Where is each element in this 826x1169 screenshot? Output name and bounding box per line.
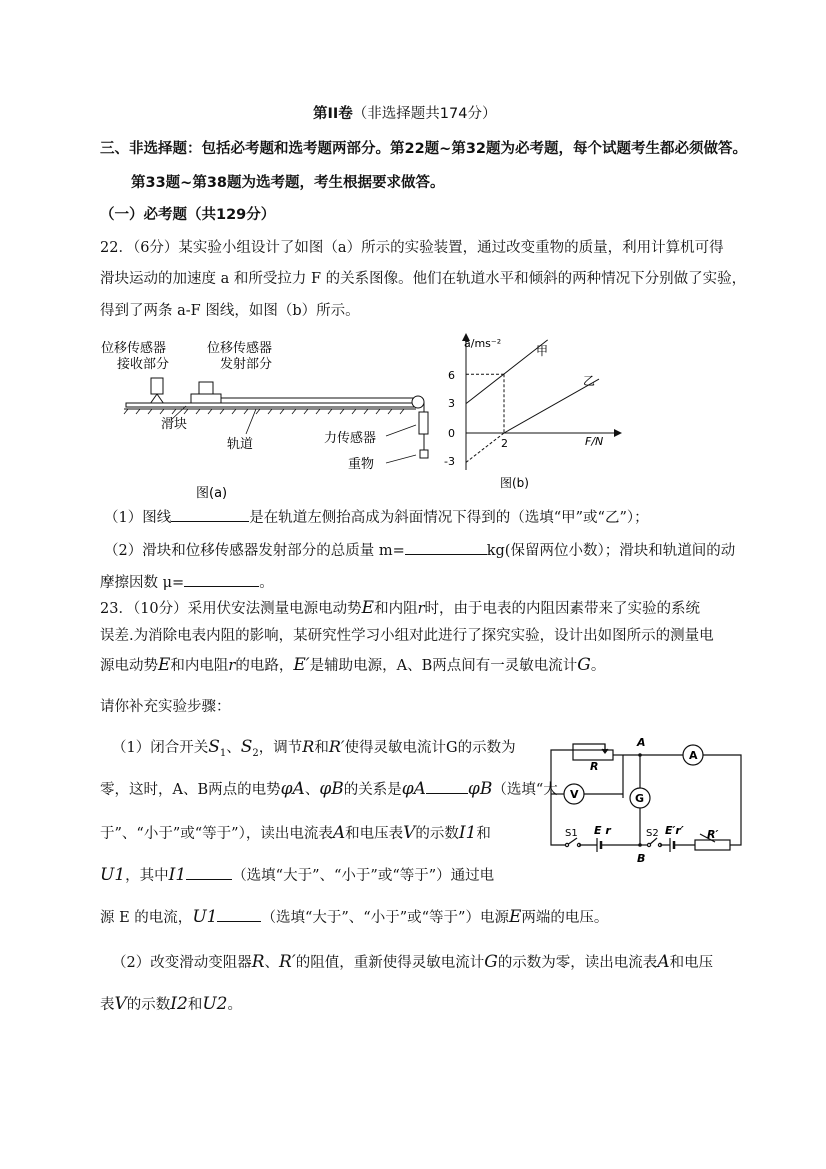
s1-l3-c: 和电压表 — [345, 826, 404, 842]
s2-l1-A: A — [657, 952, 670, 972]
q23-l3-G: G — [577, 655, 591, 675]
q22-sub2-prefix: （2）滑块和位移传感器发射部分的总质量 m= — [104, 543, 405, 559]
s1-l4-U1: U1 — [100, 865, 126, 885]
s2-l2-g: 。 — [227, 997, 242, 1013]
s1-l5-c: （选填“大于”、“小于”或“等于”）电源 — [261, 910, 509, 926]
y-axis-label: a/ms⁻² — [464, 337, 502, 350]
s1-l4-I1: I1 — [168, 865, 187, 885]
figure-b — [440, 325, 630, 495]
s2-l2-a: 表 — [100, 997, 115, 1013]
answer-blank-voltage[interactable] — [217, 907, 261, 922]
q23-l3-c: 和内电阻 — [170, 658, 229, 674]
s1-l5-a: 源 E 的电流， — [100, 910, 193, 926]
s1-l3-g: 和 — [476, 826, 491, 842]
switch-S2-contact-a — [647, 843, 650, 846]
fig-a-label-emitter-1: 位移传感器 — [207, 341, 273, 356]
answer-blank-curve[interactable] — [171, 507, 249, 522]
s2-l1-G: G — [484, 952, 498, 972]
s1-l3-A: A — [332, 823, 346, 843]
s2-l1-e: 的阻值，重新使得灵敏电流计 — [295, 955, 485, 971]
tick-minus-3: -3 — [444, 455, 455, 468]
q23-l1-a: 23．（10分）采用伏安法测量电源电动势 — [100, 601, 362, 617]
section-instruction-2: 第33题~第38题为选考题，考生根据要求做答。 — [131, 175, 445, 191]
rheostat-Rprime — [695, 840, 730, 850]
s1-l2-phiB: φB — [319, 779, 344, 799]
table-hatching — [124, 409, 404, 414]
q23-l3-E: E — [158, 655, 171, 675]
q23-l1-c: 和内阻 — [374, 601, 418, 617]
s2-l1-g: 的示数为零，读出电流表 — [497, 955, 658, 971]
q23-step1-line-2 — [100, 779, 558, 800]
label-S2: S2 — [646, 828, 659, 839]
weight-leader — [386, 455, 416, 463]
fig-a-label-track: 轨道 — [227, 437, 254, 452]
s1-l4-b: ，其中 — [125, 868, 169, 884]
q23-l3-i: 。 — [590, 658, 606, 674]
q22-sub1-prefix: （1）图线 — [104, 510, 172, 526]
s1-l1-Rp: R′ — [328, 737, 345, 756]
force-sensor — [419, 412, 428, 434]
answer-blank-potential[interactable] — [426, 779, 468, 794]
fig-b-caption: 图(b) — [500, 476, 529, 490]
s1-l2-a: 零，这时，A、B两点的电势 — [100, 782, 281, 798]
track-leader — [246, 409, 256, 434]
s1-l3-V: V — [403, 823, 416, 843]
line-jia-label: 甲 — [536, 344, 549, 358]
q23-l3-Eprime: E′ — [293, 655, 310, 675]
q23-l1-r: r — [417, 601, 425, 617]
tick-6: 6 — [448, 369, 455, 382]
s1-l1-k: 使得灵敏电流计G的示数为 — [344, 740, 516, 756]
fig-a-label-slider: 滑块 — [161, 417, 188, 432]
q23-l3-g: 是辅助电源，A、B两点间有一灵敏电流计 — [309, 658, 578, 674]
q23-step1-line-1 — [112, 737, 516, 764]
tick-3: 3 — [448, 397, 455, 410]
s1-l5-e: 两端的电压。 — [521, 910, 609, 926]
s1-l2-sep: 、 — [304, 782, 320, 798]
fig-a-label-weight: 重物 — [348, 457, 375, 472]
q22-line-3: 得到了两条 a-F 图线，如图（b）所示。 — [100, 303, 360, 319]
label-node-A: A — [637, 736, 646, 749]
s1-l4-d: （选填“大于”、“小于”或“等于”）通过电 — [232, 868, 495, 884]
q22-sub1-suffix: 是在轨道左侧抬高成为斜面情况下得到的（选填“甲”或“乙”）； — [249, 510, 649, 526]
q22-line-1: 22．（6分）某实验小组设计了如图（a）所示的实验装置，通过改变重物的质量，利用计算机可得 — [100, 240, 724, 256]
s1-l1-R: R — [302, 737, 315, 756]
answer-blank-friction[interactable] — [184, 572, 259, 587]
wire-rheostat-slider — [573, 744, 605, 750]
fig-a-label-receiver-1: 位移传感器 — [101, 341, 167, 356]
s2-l2-c: 的示数 — [126, 997, 171, 1013]
rheostat-R — [573, 750, 613, 760]
circuit-diagram — [545, 730, 750, 870]
slider-block — [191, 394, 221, 403]
s2-l2-V: V — [114, 994, 127, 1014]
label-voltmeter: V — [570, 788, 579, 801]
switch-S1-contact-a — [565, 843, 568, 846]
q23-line-1 — [100, 598, 700, 619]
s1-l1-a: （1）闭合开关 — [112, 740, 209, 756]
q23-step1-line-3 — [100, 823, 491, 844]
section-instruction-1: 三、非选择题：包括必考题和选考题两部分。第22题~第32题为必考题，每个试题考生都必须做答。 — [100, 141, 748, 157]
q23-line-3 — [100, 655, 605, 676]
s1-l1-S2: S — [240, 737, 253, 757]
s1-l1-sub1: 1 — [219, 747, 227, 759]
s1-l2-h: （选填“大 — [492, 782, 558, 798]
label-Rprime: R′ — [707, 828, 719, 841]
figure-a — [96, 330, 441, 505]
answer-blank-current[interactable] — [186, 865, 232, 880]
s1-l2-phiB2: φB — [467, 779, 493, 799]
s1-l5-E: E — [508, 907, 522, 927]
part-heading: （一）必考题（共129分） — [100, 207, 276, 223]
label-R: R — [590, 760, 599, 773]
q22-sub-1 — [104, 507, 649, 528]
label-Eprime-rprime: E′r′ — [665, 824, 684, 837]
label-galvanometer: G — [635, 792, 645, 805]
q23-l1-E: E — [361, 598, 375, 618]
s2-l1-sep: 、 — [264, 955, 280, 971]
q23-step1-line-4 — [100, 865, 494, 886]
q22-sub-2 — [104, 540, 735, 561]
s1-l2-phiA: φA — [280, 779, 305, 799]
s2-l1-i: 和电压 — [669, 955, 714, 971]
fig-a-caption: 图(a) — [196, 486, 228, 501]
fig-a-label-emitter-2: 发射部分 — [220, 357, 273, 372]
s1-l1-sep: 、 — [226, 740, 241, 756]
s1-l1-and: 和 — [314, 740, 329, 756]
q23-steps-heading: 请你补充实验步骤： — [100, 699, 231, 715]
node-A-dot — [638, 753, 642, 757]
s2-l2-U2: U2 — [202, 994, 228, 1014]
guide-line-negative — [466, 433, 504, 462]
fig-a-label-receiver-2: 接收部分 — [117, 357, 170, 372]
s2-l1-Rp: R′ — [279, 952, 296, 972]
s1-l2-e: 的关系是 — [343, 782, 402, 798]
q23-l3-e: 的电路， — [235, 658, 294, 674]
track — [126, 403, 416, 407]
weight — [420, 450, 428, 458]
label-S1: S1 — [565, 828, 578, 839]
section-title-note: （非选择题共174分） — [352, 106, 497, 122]
q23-l3-r: r — [228, 658, 236, 674]
q22-sub3-suffix: 。 — [259, 575, 274, 591]
s1-l1-S: S — [208, 737, 220, 757]
s1-l2-phiA2: φA — [401, 779, 426, 799]
s1-l1-g: ，调节 — [258, 740, 303, 756]
q23-l3-a: 源电动势 — [100, 658, 158, 674]
section-title — [313, 104, 496, 124]
q22-sub3-prefix: 摩擦因数 μ= — [100, 575, 185, 591]
s1-l3-I1: I1 — [458, 823, 477, 843]
x-axis-label: F/N — [585, 435, 604, 448]
s1-l5-U1: U1 — [192, 907, 218, 927]
tick-2: 2 — [501, 437, 508, 450]
s1-l3-e: 的示数 — [415, 826, 459, 842]
s2-l2-I2: I2 — [170, 994, 188, 1014]
q22-sub2-suffix: kg(保留两位小数）；滑块和轨道间的动 — [486, 543, 736, 559]
node-B-dot — [638, 843, 642, 847]
receiver-sensor — [151, 378, 163, 394]
section-title-main: 第II卷 — [313, 106, 353, 122]
q22-sub-3 — [100, 572, 274, 593]
q22-line-2: 滑块运动的加速度 a 和所受拉力 F 的关系图像。他们在轨道水平和倾斜的两种情况下分别做了实验， — [100, 271, 747, 287]
q23-line-2: 误差.为消除电表内阻的影响，某研究性学习小组对此进行了探究实验，设计出如图所示的测量电 — [100, 628, 714, 644]
label-Er: E r — [594, 824, 611, 837]
emitter-sensor — [199, 382, 213, 394]
force-leader — [386, 425, 416, 436]
s1-l3-a: 于”、“小于”或“等于”），读出电流表 — [100, 826, 333, 842]
s2-l1-R: R — [251, 952, 265, 972]
answer-blank-mass[interactable] — [405, 540, 487, 555]
label-node-B: B — [637, 852, 646, 865]
q23-step1-line-5 — [100, 907, 608, 928]
q23-step2-line-2 — [100, 994, 242, 1015]
label-ammeter: A — [689, 749, 698, 762]
s2-l1-a: （2）改变滑动变阻器 — [112, 955, 252, 971]
q23-l1-e: 时，由于电表的内阻因素带来了实验的系统 — [424, 601, 701, 617]
s2-l2-and: 和 — [187, 997, 203, 1013]
fig-a-label-force-sensor: 力传感器 — [324, 431, 377, 446]
s1-l1-sub2: 2 — [252, 747, 259, 759]
q23-step2-line-1 — [112, 952, 713, 973]
line-yi-label: 乙 — [583, 374, 596, 388]
tick-0: 0 — [448, 427, 455, 440]
pulley — [412, 396, 424, 408]
